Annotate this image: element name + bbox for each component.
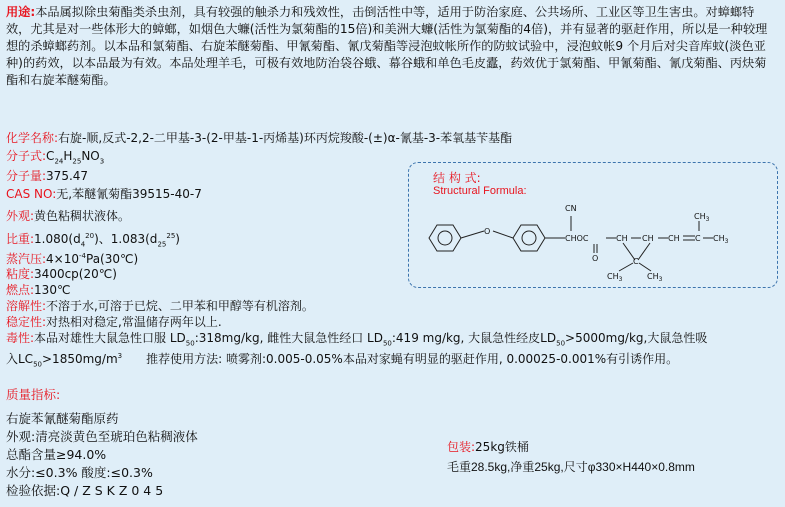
benzene-ring-right-inner — [522, 231, 536, 245]
usage-paragraph — [6, 4, 776, 89]
ch3-label-right: $CH_3$ — [647, 272, 663, 283]
c-label-terminal: C — [695, 234, 701, 243]
packaging-detail: 毛重28.5kg,净重25kg,尺寸φ330×H440×0.8mm — [447, 460, 695, 474]
vapor-row: 蒸汽压$:4\times 10^{-4}Pa(30℃)$ — [6, 252, 139, 266]
quality-line-3: 总酯含量≥94.0% — [6, 447, 107, 462]
cas-value: 无,苯醚氰菊酯39515-40-7 — [56, 187, 202, 201]
solubility-value: 不溶于水,可溶于已烷、二甲苯和甲醇等有机溶剂。 — [46, 299, 314, 313]
structure-title: 结 构 式: — [433, 171, 481, 185]
c-label-cyclopropane: C — [633, 257, 639, 266]
solubility-label: 溶解性: — [6, 299, 47, 313]
density-label: 比重: — [6, 232, 35, 246]
chem-name-label: 化学名称: — [6, 131, 59, 145]
formula-label: 分子式: — [6, 149, 47, 163]
toxicity-label: 毒性: — [6, 331, 35, 345]
benzene-ring-left — [429, 225, 461, 251]
packaging-section — [447, 438, 695, 474]
quality-title: 质量指标: — [6, 387, 61, 402]
cyclopropane-bond-2 — [638, 243, 650, 260]
quality-line-5: 检验依据:Q / Z S K Z 0 4 5 — [6, 483, 164, 498]
usage-text: 本品属拟除虫菊酯类杀虫剂，具有较强的触杀力和残效性，击倒活性中等，适用于防治家庭、公共场所、工业区等卫生害虫。对蟑螂特效，尤其是对一些体形大的蟑螂，如烟色大蠊(活性为氯菊酯的15倍)和美洲大蠊(活性为氯菊酯的4倍)，并有显著的驱赶作用，所以是一种较理想的杀蟑螂药剂。以本品和氯菊酯、右旋苯醚菊酯、甲氰菊酯、氰戊菊酯等浸泡蚊帐所作的防蚊试验中，浸泡蚊帐9 个月后对尖音库蚊(淡色亚种)的药效，以本品最为有效。本品处理羊毛，可极有效地防治袋谷蛾、幕谷蛾和单色毛皮蠹，药效优于氯菊酯、甲氰菊酯、氰戊菊酯、丙炔菊酯和右旋苯醚菊酯。 — [6, 5, 768, 87]
ether-bond-right — [493, 231, 513, 238]
viscosity-label: 粘度: — [6, 267, 35, 281]
quality-line-4: 水分:≤0.3% 酸度:≤0.3% — [6, 465, 153, 480]
mol-weight-value: 375.47 — [46, 169, 89, 183]
cas-row — [6, 186, 202, 202]
density-row: 比重$:1.080(d_4^{20})$、$1.083(d_{25}^{25})$ — [6, 232, 180, 249]
appearance-value: 黄色粘稠状液体。 — [34, 209, 131, 223]
structure-box — [408, 162, 778, 288]
toxicity-row: 毒性:本品对雄性大鼠急性口服 $LD_{50}:318mg/kg$, 雌性大鼠急性经口 $LD_{50}:419$ mg/kg, 大鼠急性经皮$LD_{50}>5000mg/kg$,大鼠急性吸 — [6, 331, 708, 348]
structure-subtitle: Structural Formula: — [433, 185, 527, 197]
cn-label: CN — [565, 204, 577, 213]
ch-label-3: CH — [668, 234, 680, 243]
stability-row — [6, 314, 222, 330]
ether-bond-left — [461, 231, 484, 238]
flash-value: 130℃ — [34, 283, 71, 297]
methyl-bond-2 — [639, 263, 651, 271]
stability-label: 稳定性: — [6, 315, 47, 329]
ch3-label-terminal: $CH_3$ — [713, 234, 729, 245]
viscosity-row — [6, 266, 117, 282]
packaging-value: 25kg铁桶 — [475, 440, 529, 454]
ether-oxygen-label: O — [484, 227, 491, 236]
packaging-label: 包装: — [447, 440, 476, 454]
ch3-label-top: $CH_3$ — [694, 212, 710, 223]
stability-value: 对热相对稳定,常温储存两年以上. — [46, 315, 222, 329]
ch3-label-left: $CH_3$ — [607, 272, 623, 283]
structural-formula-diagram — [409, 163, 777, 287]
flash-row — [6, 282, 70, 298]
carbonyl-oxygen-label: O — [592, 254, 599, 263]
chem-name-value: 右旋-顺,反式-2,2-二甲基-3-(2-甲基-1-丙烯基)环丙烷羧酸-(±)α-氰基-3-苯氧基苄基酯 — [58, 131, 513, 145]
benzene-ring-left-inner — [438, 231, 452, 245]
quality-line-1: 右旋苯氰醚菊酯原药 — [6, 411, 119, 426]
flash-label: 燃点: — [6, 283, 35, 297]
ch-label-1: CH — [616, 234, 628, 243]
chem-name-row — [6, 130, 512, 146]
choc-label: CHOC — [565, 234, 589, 243]
methyl-bond-1 — [619, 263, 633, 271]
mol-weight-label: 分子量: — [6, 169, 47, 183]
solubility-row — [6, 298, 314, 314]
appearance-row — [6, 208, 130, 224]
vapor-label: 蒸汽压: — [6, 252, 47, 266]
quality-line-2: 外观:清亮淡黄色至琥珀色粘稠液体 — [6, 429, 198, 444]
ch-label-2: CH — [642, 234, 654, 243]
recommend-text: 推荐使用方法: 喷雾剂:0.005-0.05%本品对家蝇有明显的驱赶作用, 0.00025-0.001%有引诱作用。 — [146, 352, 679, 366]
mol-weight-row — [6, 168, 88, 184]
cas-label: CAS NO: — [6, 187, 57, 201]
formula-row: 分子式$:C_{24}H_{25}NO_3$ — [6, 149, 105, 166]
toxicity-row-2: 入$LC_{50}>1850mg/m^3$ 推荐使用方法: 喷雾剂:0.005-0.05%本品对家蝇有明显的驱赶作用, 0.00025-0.001%有引诱作用。 — [6, 352, 679, 369]
benzene-ring-right — [513, 225, 545, 251]
usage-label: 用途: — [6, 5, 36, 19]
viscosity-value: 3400cp(20℃) — [34, 267, 117, 281]
appearance-label: 外观: — [6, 209, 35, 223]
